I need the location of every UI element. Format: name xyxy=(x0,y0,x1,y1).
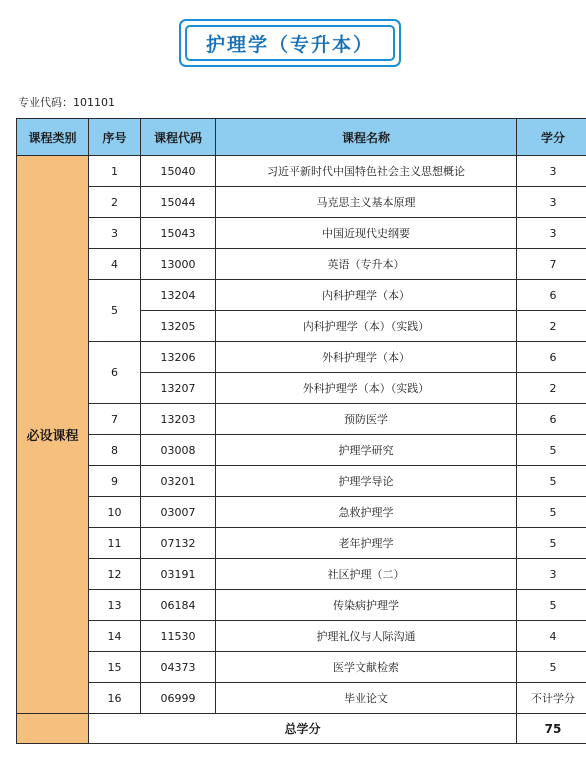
seq-cell: 2 xyxy=(89,187,141,218)
credit-cell: 3 xyxy=(517,187,586,218)
seq-cell: 8 xyxy=(89,435,141,466)
course-name-cell: 护理学研究 xyxy=(216,435,517,466)
total-row xyxy=(17,714,586,744)
code-cell: 06184 xyxy=(141,590,216,621)
course-name-cell: 外科护理学（本）（实践） xyxy=(216,373,517,404)
table-row xyxy=(17,590,586,621)
table-row xyxy=(17,249,586,280)
table-row xyxy=(17,280,586,311)
code-cell: 15044 xyxy=(141,187,216,218)
seq-cell: 15 xyxy=(89,652,141,683)
table-row xyxy=(17,559,586,590)
table-header-row xyxy=(17,119,586,156)
course-name-cell: 马克思主义基本原理 xyxy=(216,187,517,218)
table-row xyxy=(17,497,586,528)
seq-cell: 1 xyxy=(89,156,141,187)
table-row xyxy=(17,187,586,218)
credit-cell: 5 xyxy=(517,466,586,497)
course-name-cell: 社区护理（二） xyxy=(216,559,517,590)
credit-cell: 6 xyxy=(517,404,586,435)
code-cell: 03191 xyxy=(141,559,216,590)
seq-cell: 10 xyxy=(89,497,141,528)
code-cell: 04373 xyxy=(141,652,216,683)
course-name-cell: 护理学导论 xyxy=(216,466,517,497)
table-row xyxy=(17,466,586,497)
header-name: 课程名称 xyxy=(216,119,517,156)
code-cell: 13207 xyxy=(141,373,216,404)
seq-cell: 16 xyxy=(89,683,141,714)
table-row xyxy=(17,218,586,249)
table-row xyxy=(17,652,586,683)
credit-cell: 3 xyxy=(517,559,586,590)
table-row xyxy=(17,342,586,373)
category-cell: 必设课程 xyxy=(17,156,89,714)
total-label: 总学分 xyxy=(89,714,517,744)
header-seq: 序号 xyxy=(89,119,141,156)
credit-cell: 5 xyxy=(517,590,586,621)
credit-cell: 5 xyxy=(517,435,586,466)
code-cell: 13206 xyxy=(141,342,216,373)
seq-cell: 7 xyxy=(89,404,141,435)
table-row xyxy=(17,621,586,652)
page-title: 护理学（专升本） xyxy=(185,25,395,61)
code-cell: 15040 xyxy=(141,156,216,187)
course-name-cell: 急救护理学 xyxy=(216,497,517,528)
code-cell: 15043 xyxy=(141,218,216,249)
code-cell: 13000 xyxy=(141,249,216,280)
credit-cell: 2 xyxy=(517,311,586,342)
header-code: 课程代码 xyxy=(141,119,216,156)
table-row xyxy=(17,404,586,435)
course-name-cell: 英语（专升本） xyxy=(216,249,517,280)
table-row xyxy=(17,435,586,466)
credit-cell: 3 xyxy=(517,156,586,187)
credit-cell: 6 xyxy=(517,280,586,311)
seq-cell: 5 xyxy=(89,280,141,342)
credit-cell: 2 xyxy=(517,373,586,404)
credit-cell: 3 xyxy=(517,218,586,249)
credit-cell: 5 xyxy=(517,652,586,683)
seq-cell: 14 xyxy=(89,621,141,652)
credit-cell: 5 xyxy=(517,528,586,559)
seq-cell: 3 xyxy=(89,218,141,249)
seq-cell: 12 xyxy=(89,559,141,590)
total-value: 75 xyxy=(517,714,586,744)
credit-cell: 4 xyxy=(517,621,586,652)
code-cell: 13204 xyxy=(141,280,216,311)
course-name-cell: 习近平新时代中国特色社会主义思想概论 xyxy=(216,156,517,187)
header-category: 课程类别 xyxy=(17,119,89,156)
credit-cell: 5 xyxy=(517,497,586,528)
code-cell: 06999 xyxy=(141,683,216,714)
seq-cell: 6 xyxy=(89,342,141,404)
code-cell: 11530 xyxy=(141,621,216,652)
credit-cell: 不计学分 xyxy=(517,683,586,714)
code-cell: 03008 xyxy=(141,435,216,466)
credit-cell: 7 xyxy=(517,249,586,280)
major-code: 专业代码：101101 xyxy=(18,96,115,109)
course-name-cell: 内科护理学（本） xyxy=(216,280,517,311)
code-cell: 03007 xyxy=(141,497,216,528)
course-name-cell: 预防医学 xyxy=(216,404,517,435)
code-cell: 13203 xyxy=(141,404,216,435)
seq-cell: 9 xyxy=(89,466,141,497)
course-name-cell: 老年护理学 xyxy=(216,528,517,559)
table-row xyxy=(17,683,586,714)
course-name-cell: 毕业论文 xyxy=(216,683,517,714)
title-frame xyxy=(179,19,401,67)
seq-cell: 4 xyxy=(89,249,141,280)
course-table xyxy=(16,118,586,744)
course-name-cell: 医学文献检索 xyxy=(216,652,517,683)
credit-cell: 6 xyxy=(517,342,586,373)
total-category-cell xyxy=(17,714,89,744)
seq-cell: 13 xyxy=(89,590,141,621)
course-name-cell: 中国近现代史纲要 xyxy=(216,218,517,249)
course-name-cell: 传染病护理学 xyxy=(216,590,517,621)
code-cell: 13205 xyxy=(141,311,216,342)
course-name-cell: 护理礼仪与人际沟通 xyxy=(216,621,517,652)
table-row xyxy=(17,156,586,187)
code-cell: 07132 xyxy=(141,528,216,559)
course-name-cell: 外科护理学（本） xyxy=(216,342,517,373)
table-row xyxy=(17,528,586,559)
seq-cell: 11 xyxy=(89,528,141,559)
header-credit: 学分 xyxy=(517,119,586,156)
course-name-cell: 内科护理学（本）（实践） xyxy=(216,311,517,342)
code-cell: 03201 xyxy=(141,466,216,497)
